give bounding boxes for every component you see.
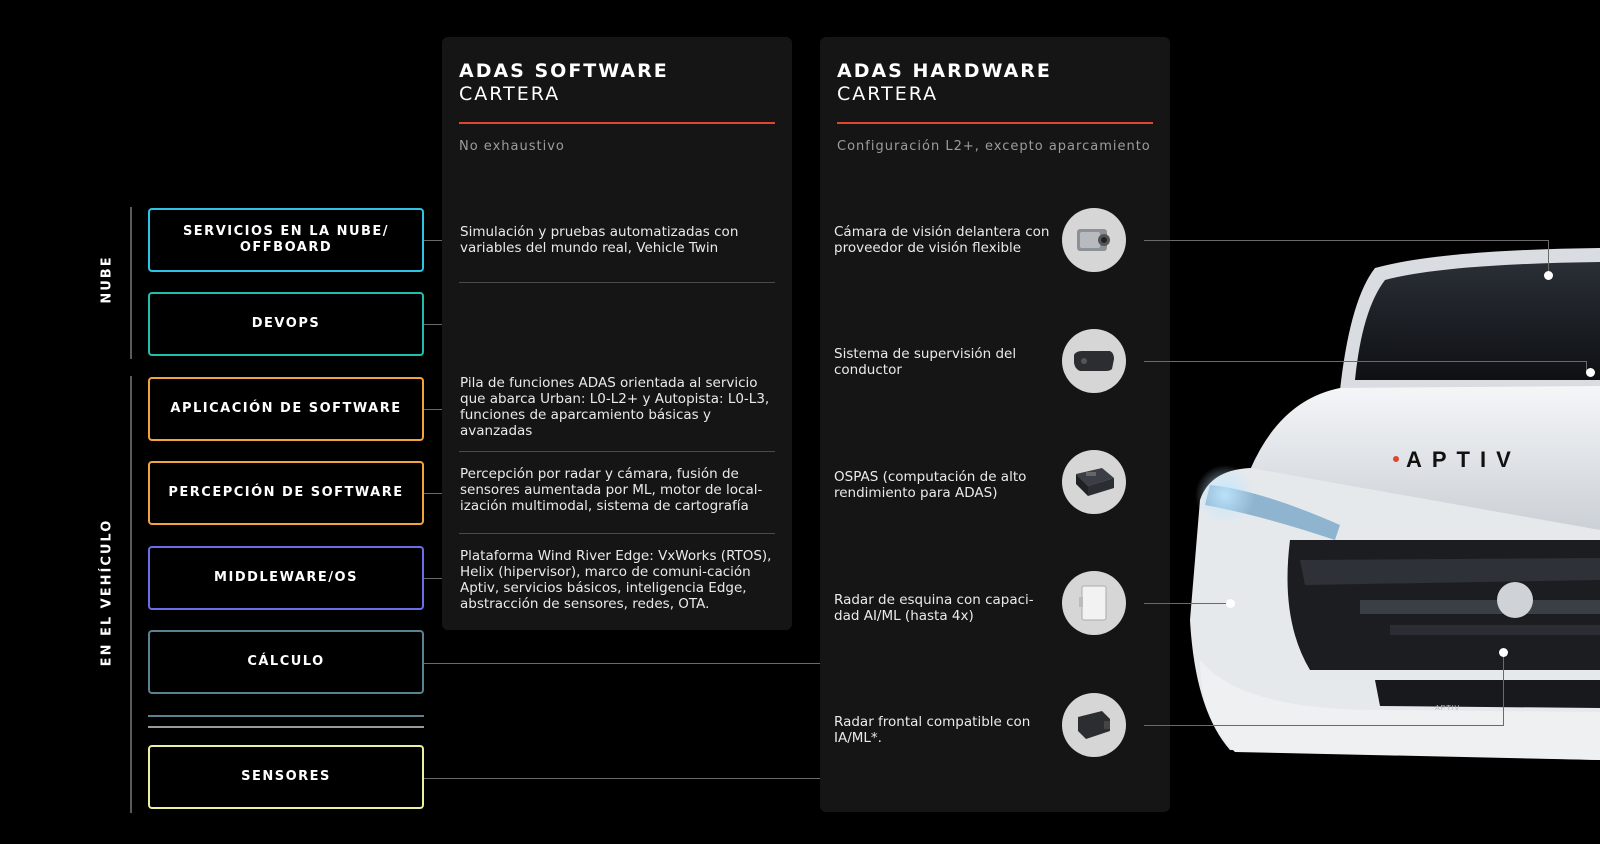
hardware-item-camera: Cámara de visión delantera con proveedor de visión flexible xyxy=(834,224,1050,256)
callout-line xyxy=(1503,652,1504,725)
corner-radar-icon xyxy=(1062,571,1126,635)
software-subtitle: CARTERA xyxy=(459,83,561,105)
car-image xyxy=(1140,240,1600,800)
hardware-title: ADAS HARDWARE xyxy=(837,60,1052,82)
car-brand-text: APTIV xyxy=(1406,447,1521,472)
layer-software-perception xyxy=(148,461,424,525)
layer-label: PERCEPCIÓN DE SOFTWARE xyxy=(168,485,404,500)
layer-devops xyxy=(148,292,424,356)
callout-line xyxy=(1548,240,1549,274)
front-radar-icon xyxy=(1062,693,1126,757)
layer-label: CÁLCULO xyxy=(247,654,325,669)
layer-software-application xyxy=(148,377,424,441)
cloud-bracket xyxy=(130,207,132,359)
compute-unit-icon xyxy=(1062,450,1126,514)
connector-line xyxy=(424,240,442,241)
software-note: No exhaustivo xyxy=(459,139,565,154)
callout-dot xyxy=(1544,271,1553,280)
connector-line xyxy=(424,493,442,494)
connector-line xyxy=(424,324,442,325)
layer-cloud-services xyxy=(148,208,424,272)
software-title: ADAS SOFTWARE xyxy=(459,60,669,82)
group-label-vehicle: EN EL VEHÍCULO xyxy=(99,518,115,667)
software-separator xyxy=(459,533,775,534)
layer-sensors xyxy=(148,745,424,809)
software-separator xyxy=(459,282,775,283)
hardware-accent-line xyxy=(837,122,1153,124)
hardware-note: Configuración L2+, excepto aparcamiento xyxy=(837,139,1151,154)
connector-line xyxy=(424,578,442,579)
software-item-simulation: Simulación y pruebas automatizadas con variables del mundo real, Vehicle Twin xyxy=(460,224,739,256)
hardware-item-driver-monitor: Sistema de supervisión del conductor xyxy=(834,346,1017,378)
car-plate-text: APTIV xyxy=(1435,705,1461,712)
hardware-item-compute: OSPAS (computación de alto rendimiento para ADAS) xyxy=(834,469,1027,501)
driver-monitor-icon xyxy=(1062,329,1126,393)
connector-line xyxy=(424,663,820,664)
vehicle-bracket xyxy=(130,376,132,813)
software-item-application: Pila de funciones ADAS orientada al servicio que abarca Urban: L0-L2+ y Autopista: L0-L3, funciones de aparcamiento básicas y avanzadas xyxy=(460,375,770,439)
callout-line xyxy=(1144,361,1586,362)
connector-line xyxy=(424,778,820,779)
callout-dot xyxy=(1226,599,1235,608)
software-panel xyxy=(442,37,792,630)
layer-middleware-os xyxy=(148,546,424,610)
connector-line xyxy=(424,409,442,410)
software-separator xyxy=(459,451,775,452)
hardware-item-front-radar: Radar frontal compatible con IA/ML*. xyxy=(834,714,1031,746)
callout-line xyxy=(1144,603,1230,604)
divider-line xyxy=(148,715,424,717)
hardware-subtitle: CARTERA xyxy=(837,83,939,105)
callout-line xyxy=(1144,240,1548,241)
callout-line xyxy=(1144,725,1504,726)
layer-label: APLICACIÓN DE SOFTWARE xyxy=(170,401,402,416)
software-item-middleware: Plataforma Wind River Edge: VxWorks (RTOS), Helix (hipervisor), marco de comuni-cación Aptiv, servicios básicos, inteligencia Edge, abstracción de sensores, redes, OTA. xyxy=(460,548,772,612)
hardware-item-corner-radar: Radar de esquina con capaci-dad AI/ML (hasta 4x) xyxy=(834,592,1034,624)
layer-label: MIDDLEWARE/OS xyxy=(214,570,358,585)
software-accent-line xyxy=(459,122,775,124)
camera-icon xyxy=(1062,208,1126,272)
software-item-perception: Percepción por radar y cámara, fusión de sensores aumentada por ML, motor de local-ización multimodal, sistema de cartografía xyxy=(460,466,763,514)
callout-dot xyxy=(1499,648,1508,657)
layer-label: SERVICIOS EN LA NUBE/ OFFBOARD xyxy=(182,224,390,255)
callout-dot xyxy=(1586,368,1595,377)
group-label-cloud: NUBE xyxy=(99,255,115,304)
divider-line xyxy=(148,726,424,728)
layer-label: DEVOPS xyxy=(251,316,321,331)
layer-label: SENSORES xyxy=(241,769,331,784)
layer-compute xyxy=(148,630,424,694)
